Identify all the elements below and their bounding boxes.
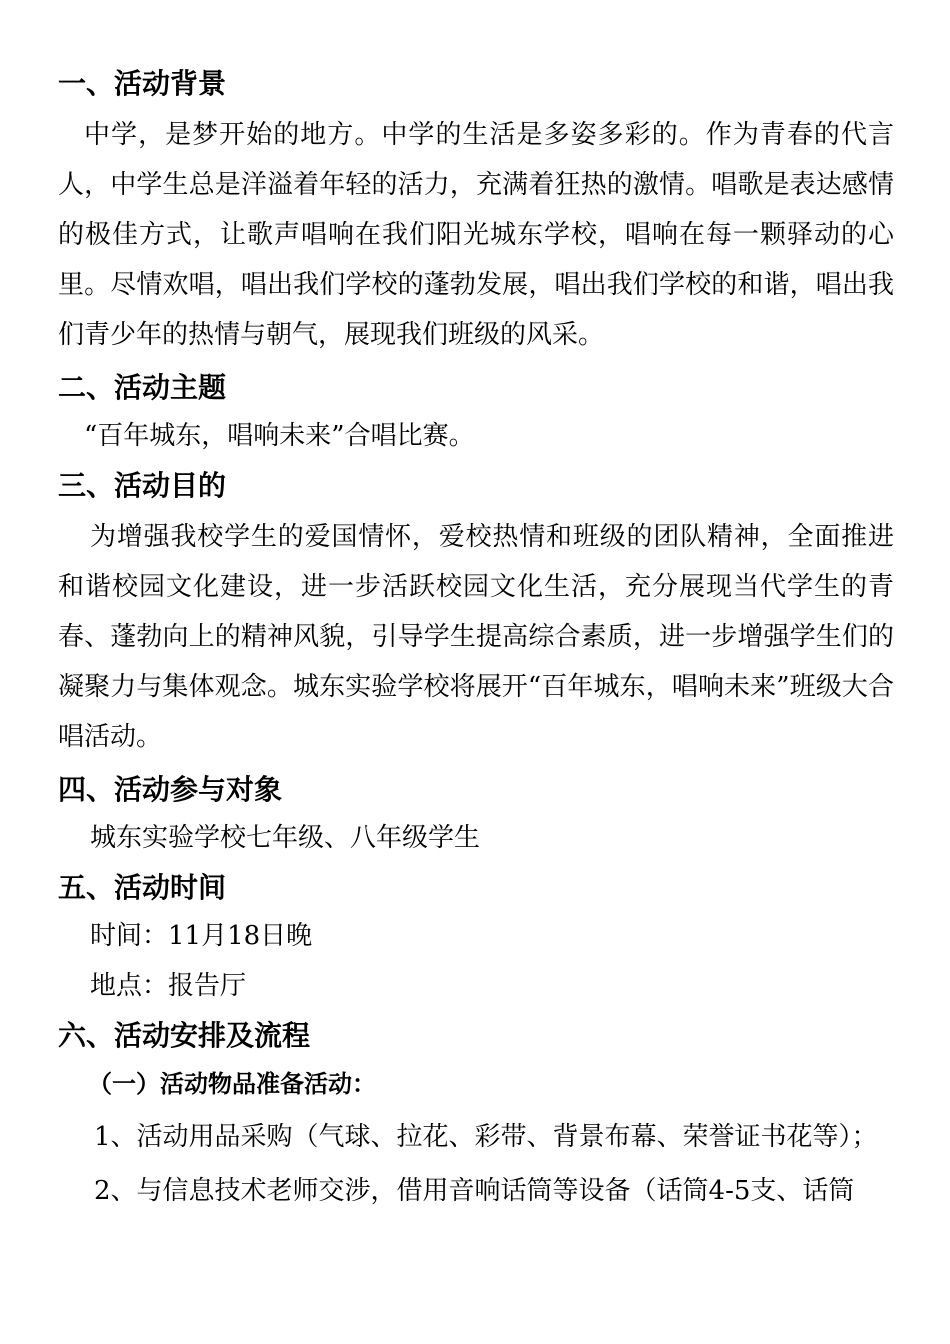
list-item: 2、与信息技术老师交涉，借用音响话筒等设备（话筒4-5支、话筒 xyxy=(94,1176,855,1206)
section-heading-time: 五、活动时间 xyxy=(58,871,227,904)
section-heading-arrangement: 六、活动安排及流程 xyxy=(58,1019,311,1052)
list-item: 1、活动用品采购（气球、拉花、彩带、背景布幕、荣誉证书花等）； xyxy=(94,1122,878,1152)
time-line: 时间：11月18日晚 xyxy=(90,921,313,951)
section-heading-theme: 二、活动主题 xyxy=(58,371,227,404)
participants-paragraph: 城东实验学校七年级、八年级学生 xyxy=(90,823,481,853)
section-heading-purpose: 三、活动目的 xyxy=(58,469,227,502)
background-paragraph: 中学，是梦开始的地方。中学的生活是多姿多彩的。作为青春的代言人，中学生总是洋溢着年轻的活力，充满着狂热的激情。唱歌是表达感情的极佳方式，让歌声唱响在我们阳光城东学校，唱响在每一颗驿动的心里。尽情欢唱，唱出我们学校的蓬勃发展，唱出我们学校的和谐，唱出我们青少年的热情与朝气，展现我们班级的风采。 xyxy=(58,120,894,350)
theme-paragraph: “百年城东，唱响未来”合唱比赛。 xyxy=(84,421,475,451)
arrangement-subheading: （一）活动物品准备活动： xyxy=(88,1070,376,1098)
purpose-paragraph: 为增强我校学生的爱国情怀，爱校热情和班级的团队精神，全面推进和谐校园文化建设，进一步活跃校园文化生活，充分展现当代学生的青春、蓬勃向上的精神风貌，引导学生提高综合素质，进一步增强学生们的凝聚力与集体观念。城东实验学校将展开“百年城东，唱响未来”班级大合唱活动。 xyxy=(58,522,894,752)
document-page xyxy=(58,62,894,1220)
place-line: 地点：报告厅 xyxy=(90,971,247,1001)
section-heading-participants: 四、活动参与对象 xyxy=(58,773,283,806)
section-heading-background: 一、活动背景 xyxy=(58,67,227,100)
